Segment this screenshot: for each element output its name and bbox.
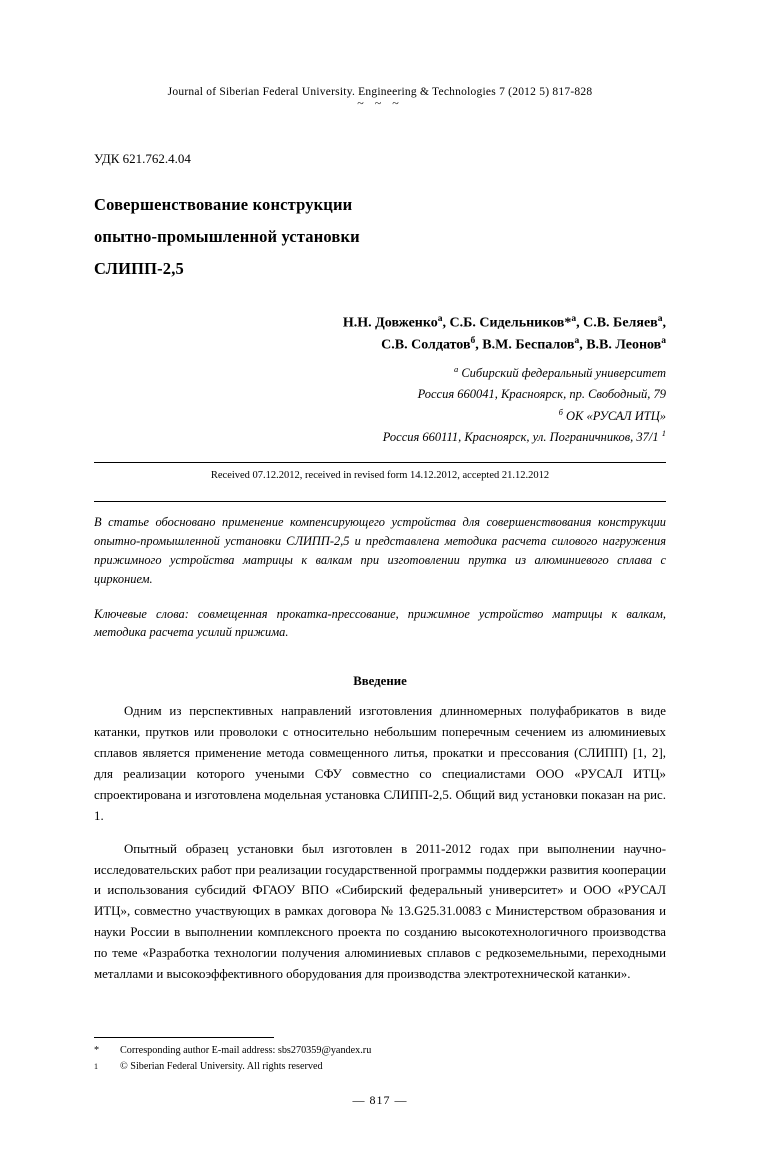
document-page <box>0 86 760 1166</box>
abstract-text: В статье обосновано применение компенсирующего устройства для совершенствования конструкции опытно-промышленной установки СЛИПП-2,5 и представлена методика расчета силового нагружения прижимного устройства матрицы к валкам при изготовлении прутка из алюминиевого сплава с цирконием. <box>94 515 666 586</box>
affiliation-line: Россия 660041, Красноярск, пр. Свободный, 79 <box>417 386 666 401</box>
footnote-mark: * <box>94 1045 100 1057</box>
section-heading-introduction: Введение <box>353 674 407 689</box>
author-list <box>94 312 666 357</box>
footnote-divider <box>94 1037 274 1038</box>
affiliation-line: $^а$ Сибирский федеральный университет <box>453 364 666 381</box>
affiliation-block <box>94 362 666 448</box>
affiliation-line: Россия 660111, Красноярск, ул. Пограничников, 37/1 $^1$ <box>382 428 666 445</box>
footnote-copyright <box>94 1059 666 1074</box>
body-paragraph: Одним из перспективных направлений изготовления длинномерных полуфабрикатов в виде катанки, прутков или проволоки с относительно небольшим поперечным сечением из алюминиевых сплавов является применение метода совмещенного литья, прокатки и прессования (СЛИПП) [1, 2], для реализации которого учеными СФУ совместно со специалистами ООО «РУСАЛ ИТЦ» спроектирована и изготовлена модельная установка СЛИПП-2,5. Общий вид установки показан на рис. 1. <box>94 704 666 823</box>
ornament-divider: ~ ~ ~ <box>357 96 403 110</box>
footnote-mark: 1 <box>94 1061 98 1071</box>
keywords-text: Ключевые слова: совмещенная прокатка-прессование, прижимное устройство матрицы к валкам, методика расчета усилий прижима. <box>94 606 666 640</box>
affiliation-line: $^б$ ОК «РУСАЛ ИТЦ» <box>558 406 666 423</box>
received-dates: Received 07.12.2012, received in revised form 14.12.2012, accepted 21.12.2012 <box>210 470 550 482</box>
author-line: Н.Н. Довженко$^а$, С.Б. Сидельников*$^а$, С.В. Беляев$^а$, <box>342 313 666 331</box>
footnote-text: © Siberian Federal University. All rights reserved <box>120 1060 323 1072</box>
title-line: СЛИПП-2,5 <box>94 259 184 279</box>
footnote-text: Corresponding author E-mail address: sbs270359@yandex.ru <box>120 1045 372 1057</box>
title-line: опытно-промышленной установки <box>94 227 360 247</box>
udk-code: УДК 621.762.4.04 <box>94 151 191 166</box>
page-number: — 817 — <box>352 1093 408 1107</box>
footnote-block <box>94 1037 666 1074</box>
body-paragraph: Опытный образец установки был изготовлен в 2011-2012 годах при выполнении научно-исследовательских работ при реализации государственной программы поддержки развития кооперации и использования субсидий ФГАОУ ВПО «Сибирский федеральный университет» и ООО «РУСАЛ ИТЦ», совместно участвующих в рамках договора № 13.G25.31.0083 с Министерством образования и науки России в выполнении комплексного проекта по созданию высокотехнологичного производства по теме «Разработка технологии получения алюминиевых сплавов с редкоземельными, переходными металлами и высокоэффективного оборудования для производства электротехнической катанки». <box>94 841 666 982</box>
page-title <box>94 189 666 286</box>
title-line: Совершенствование конструкции <box>94 195 353 214</box>
divider-bottom <box>94 501 666 502</box>
author-line: С.В. Солдатов$^б$, В.М. Беспалов$^а$, В.В. Леонов$^а$ <box>381 335 666 353</box>
journal-header: Journal of Siberian Federal University. Engineering & Technologies 7 (2012 5) 817-828 <box>167 86 593 98</box>
footnote-corresponding-author <box>94 1043 666 1058</box>
